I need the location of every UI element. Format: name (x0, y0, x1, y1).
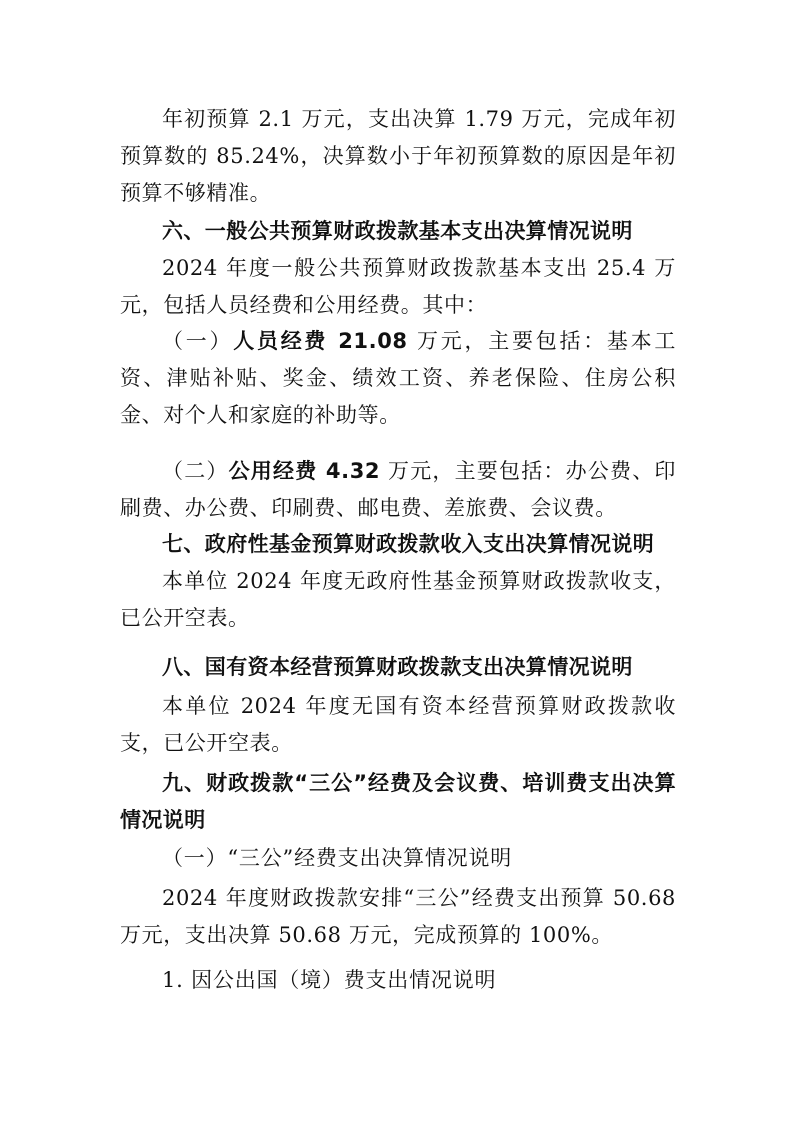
subheading-three-public-expenses: （一）“三公”经费支出决算情况说明 (162, 846, 513, 870)
paragraph-budget-completion: 年初预算 2.1 万元，支出决算 1.79 万元，完成年初预算数的 85.24%，决算数小于年初预算数的原因是年初预算不够精准。 (120, 107, 676, 205)
personnel-expenses-bold: 人员经费 21.08 (233, 329, 408, 353)
heading-section-7: 七、政府性基金预算财政拨款收入支出决算情况说明 (162, 532, 655, 556)
public-lead: （二） (162, 459, 229, 483)
public-expenses-detail: 万元，主要包括：办公费、印刷费、办公费、印刷费、邮电费、差旅费、会议费。 (120, 459, 677, 520)
paragraph-basic-expenditure: 2024 年度一般公共预算财政拨款基本支出 25.4 万元，包括人员经费和公用经费。其中： (120, 256, 676, 317)
heading-section-6: 六、一般公共预算财政拨款基本支出决算情况说明 (162, 219, 633, 243)
personnel-expenses-detail: 万元，主要包括：基本工资、津贴补贴、奖金、绩效工资、养老保险、住房公积金、对个人和家庭的补助等。 (120, 329, 676, 427)
heading-section-8: 八、国有资本经营预算财政拨款支出决算情况说明 (162, 655, 633, 679)
paragraph-three-public-budget: 2024 年度财政拨款安排“三公”经费支出预算 50.68 万元，支出决算 50.68 万元，完成预算的 100%。 (120, 886, 676, 947)
paragraph-state-capital: 本单位 2024 年度无国有资本经营预算财政拨款收支，已公开空表。 (120, 694, 676, 755)
subheading-overseas-travel: 1. 因公出国（境）费支出情况说明 (162, 968, 497, 992)
paragraph-public-expenses (120, 453, 676, 527)
personnel-lead: （一） (162, 329, 234, 353)
heading-section-9: 九、财政拨款“三公”经费及会议费、培训费支出决算情况说明 (120, 771, 676, 832)
public-expenses-bold: 公用经费 4.32 (228, 459, 381, 483)
paragraph-personnel-expenses (120, 323, 676, 434)
paragraph-government-fund: 本单位 2024 年度无政府性基金预算财政拨款收支，已公开空表。 (120, 569, 676, 630)
